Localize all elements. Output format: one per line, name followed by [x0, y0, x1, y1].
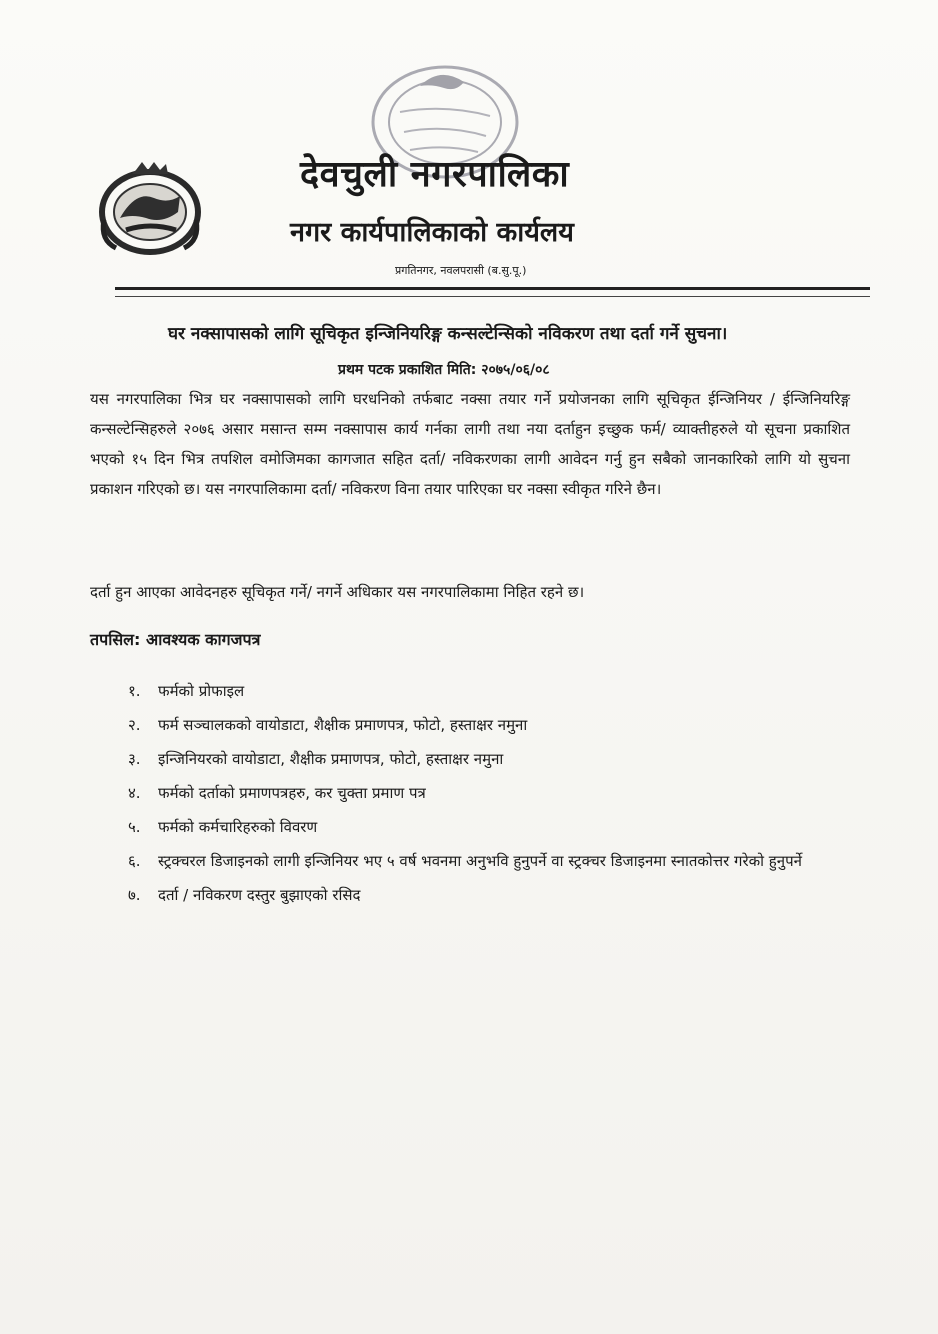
- list-item-number: १.: [128, 682, 141, 700]
- office-name: नगर कार्यपालिकाको कार्यलय: [290, 217, 574, 248]
- requirements-heading: तपसिल: आवश्यक कागजपत्र: [90, 630, 261, 649]
- list-item-number: ३.: [128, 750, 141, 768]
- list-item: [128, 880, 848, 910]
- header-divider-thin: [115, 296, 870, 297]
- office-address: प्रगतिनगर, नवलपरासी (ब.सु.पू.): [395, 264, 527, 277]
- list-item-number: २.: [128, 716, 141, 734]
- list-item: [128, 676, 848, 706]
- list-item-text: फर्मको कर्मचारिहरुको विवरण: [158, 818, 318, 836]
- notice-body: यस नगरपालिका भित्र घर नक्सापासको लागि घरधनिको तर्फबाट नक्सा तयार गर्ने प्रयोजनका लागि सूचिकृत ईन्जिनियर / ईन्जिनियरिङ्ग कन्सल्टेन्सिहरुले २०७६ असार मसान्त सम्म नक्सापास कार्य गर्नका लागी तथा नया दर्ताहुन इच्छुक फर्म/ व्याक्तीहरुले यो सूचना प्रकाशित भएको १५ दिन भित्र तपशिल वमोजिमका कागजात सहित दर्ता/ नविकरणका लागी आवेदन गर्नु हुन सबैको जानकारिको लागि यो सुचना प्रकाशन गरिएको छ। यस नगरपालिकामा दर्ता/ नविकरण विना तयार पारिएका घर नक्सा स्वीकृत गरिने छैन।: [90, 390, 850, 498]
- list-item-text: फर्मको प्रोफाइल: [158, 682, 245, 700]
- list-item: [128, 744, 848, 774]
- list-item-text: इन्जिनियरको वायोडाटा, शैक्षीक प्रमाणपत्र, फोटो, हस्ताक्षर नमुना: [158, 750, 504, 768]
- list-item-number: ६.: [128, 852, 141, 870]
- published-date: प्रथम पटक प्रकाशित मिति: २०७५/०६/०८: [338, 362, 550, 378]
- authority-statement: दर्ता हुन आएका आवेदनहरु सूचिकृत गर्ने/ नगर्ने अधिकार यस नगरपालिकामा निहित रहने छ।: [90, 583, 585, 601]
- nepal-emblem-icon: [96, 160, 204, 256]
- list-item-text: फर्म सञ्चालकको वायोडाटा, शैक्षीक प्रमाणपत्र, फोटो, हस्ताक्षर नमुना: [158, 716, 528, 734]
- list-item-number: ७.: [128, 886, 141, 904]
- list-item: [128, 846, 848, 876]
- list-item-text: फर्मको दर्ताको प्रमाणपत्रहरु, कर चुक्ता प्रमाण पत्र: [158, 784, 426, 802]
- requirements-list: [128, 676, 848, 914]
- list-item: [128, 812, 848, 842]
- list-item-text: दर्ता / नविकरण दस्तुर बुझाएको रसिद: [158, 886, 361, 904]
- list-item: [128, 710, 848, 740]
- list-item: [128, 778, 848, 808]
- list-item-number: ५.: [128, 818, 141, 836]
- list-item-text: स्ट्रक्चरल डिजाइनको लागी इन्जिनियर भए ५ वर्ष भवनमा अनुभवि हुनुपर्ने वा स्ट्रक्चर डिजाइनमा स्नातकोत्तर गरेको हुनुपर्ने: [158, 852, 802, 870]
- header-divider-thick: [115, 287, 870, 290]
- organization-name: देवचुली नगरपालिका: [300, 154, 570, 195]
- notice-title: घर नक्सापासको लागि सूचिकृत इन्जिनियरिङ्ग कन्सल्टेन्सिको नविकरण तथा दर्ता गर्ने सुचना।: [168, 324, 728, 344]
- list-item-number: ४.: [128, 784, 141, 802]
